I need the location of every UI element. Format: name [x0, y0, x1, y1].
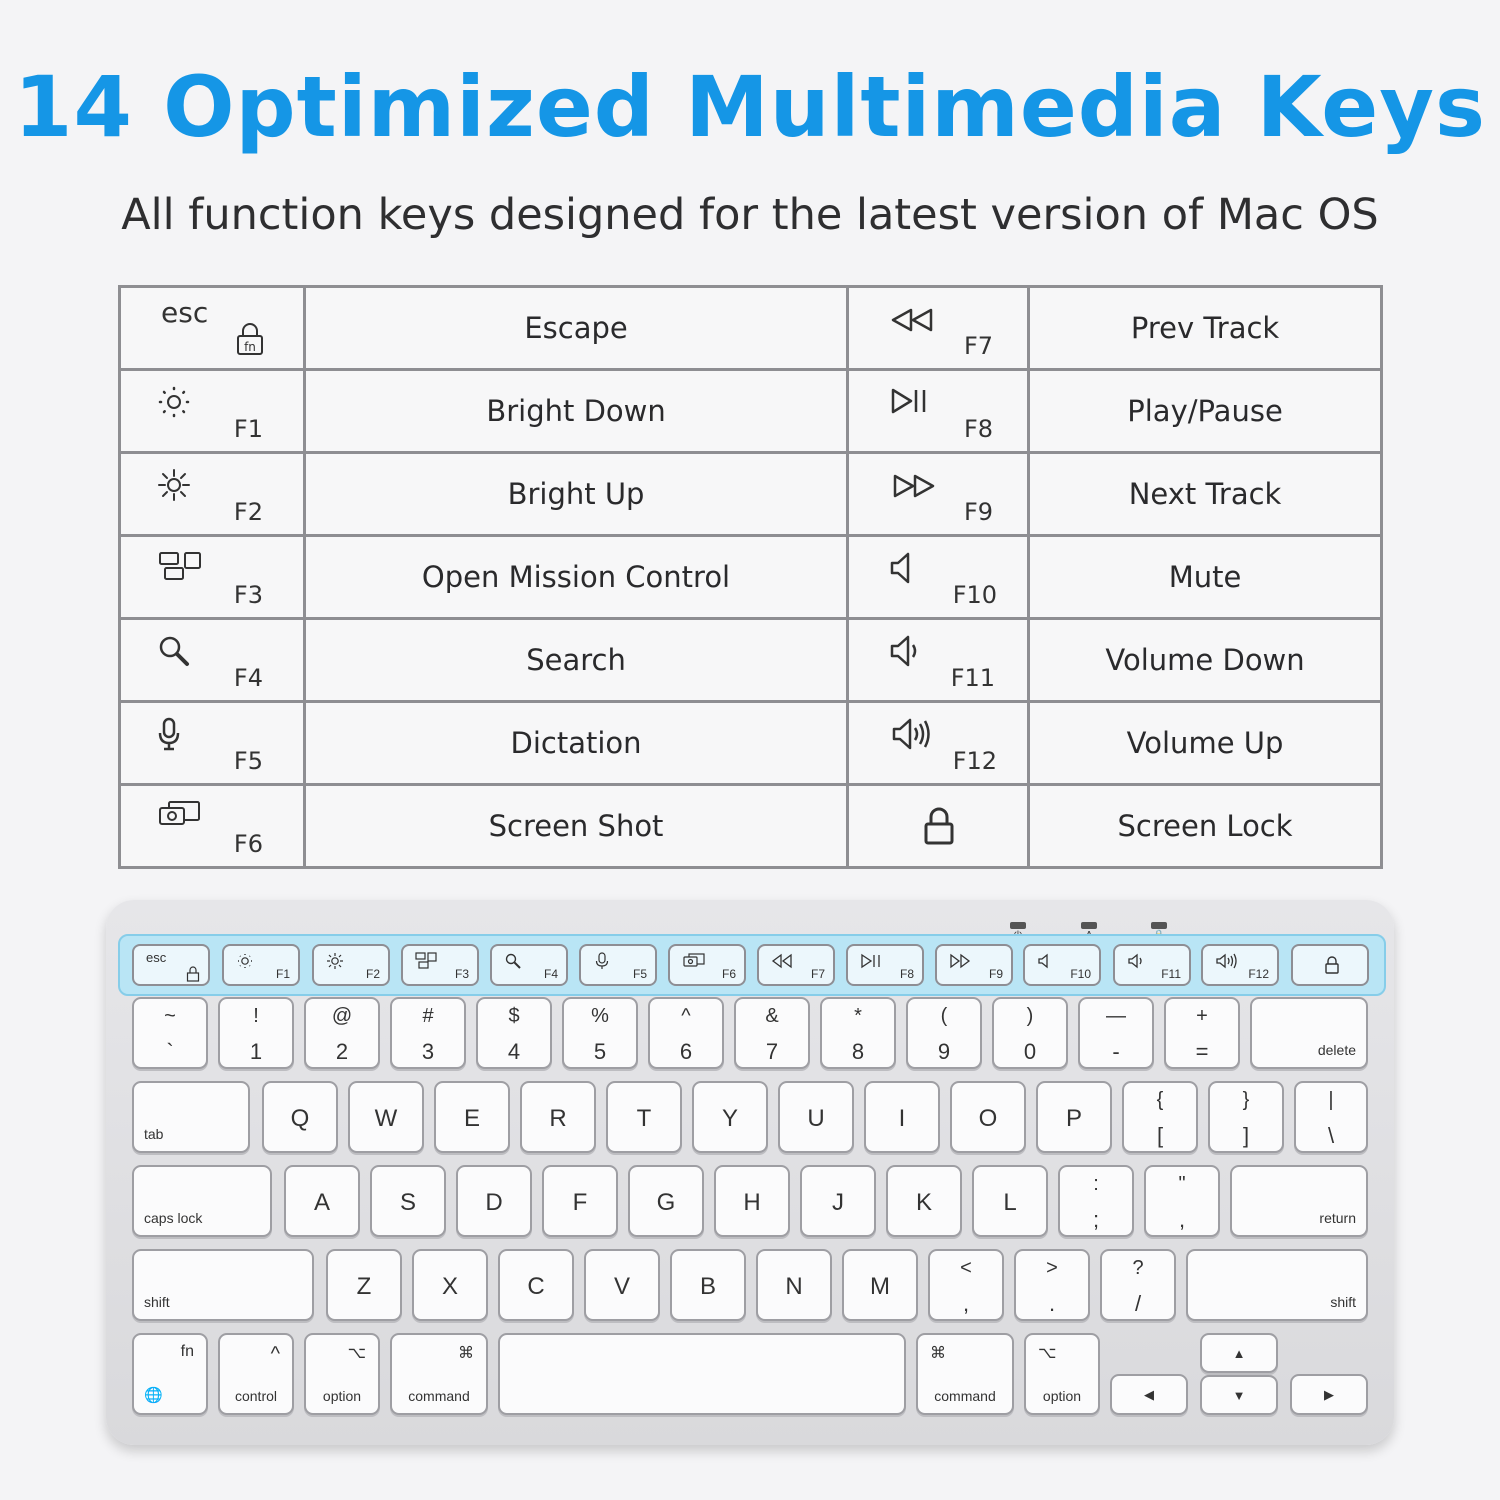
c-key[interactable]: C [498, 1249, 574, 1321]
key-name: esc [161, 296, 209, 329]
f-key[interactable]: F [542, 1165, 618, 1237]
key-cell [848, 287, 1029, 370]
search-icon [157, 634, 191, 668]
f6-key[interactable] [668, 944, 746, 986]
f12-key[interactable] [1201, 944, 1279, 986]
key-cell [848, 370, 1029, 453]
rewind-icon [889, 306, 935, 334]
quote-key[interactable]: " , [1144, 1165, 1220, 1237]
h-key[interactable]: H [714, 1165, 790, 1237]
l-key[interactable]: L [972, 1165, 1048, 1237]
f9-key[interactable] [935, 944, 1013, 986]
key-description: Bright Up [305, 453, 848, 536]
key-name: F6 [233, 830, 263, 858]
key-description: Play/Pause [1029, 370, 1382, 453]
page-title: 14 Optimized Multimedia Keys [14, 58, 1486, 156]
key-name: F10 [952, 581, 998, 609]
f2-key[interactable] [312, 944, 390, 986]
mission-control-icon [157, 551, 203, 581]
key-description: Bright Down [305, 370, 848, 453]
key-name: F3 [233, 581, 263, 609]
digit-2-key[interactable]: @ 2 [304, 997, 380, 1069]
t-key[interactable]: T [606, 1081, 682, 1153]
mute-icon [1037, 952, 1055, 970]
key-description: Dictation [305, 702, 848, 785]
delete-key[interactable]: delete [1250, 997, 1368, 1069]
key-name: F8 [963, 415, 994, 443]
key-cell [120, 785, 305, 868]
control-key[interactable]: ^ control [218, 1333, 294, 1415]
page-subtitle: All function keys designed for the latest version of Mac OS [121, 190, 1379, 240]
e-key[interactable]: E [434, 1081, 510, 1153]
key-cell [848, 619, 1029, 702]
table-row [120, 536, 1382, 619]
mute-icon [889, 551, 913, 585]
volume-down-icon [1127, 952, 1145, 970]
right-option-key[interactable]: ⌥ option [1024, 1333, 1100, 1415]
x-key[interactable]: X [412, 1249, 488, 1321]
key-label: esc [146, 950, 167, 965]
arrow-right-key[interactable]: ▶ [1290, 1374, 1368, 1415]
globe-icon: 🌐 [144, 1387, 163, 1404]
screen-lock-key[interactable] [1291, 944, 1369, 986]
volume-down-icon [889, 634, 921, 668]
digit-8-key[interactable]: * 8 [820, 997, 896, 1069]
caps-lock-key[interactable]: caps lock [132, 1165, 272, 1237]
right-shift-key[interactable]: shift [1186, 1249, 1368, 1321]
key-label: F8 [899, 967, 914, 981]
search-icon [504, 952, 522, 970]
f7-key[interactable] [757, 944, 835, 986]
key-label: F5 [632, 967, 647, 981]
f1-key[interactable] [222, 944, 300, 986]
j-key[interactable]: J [800, 1165, 876, 1237]
digit-5-key[interactable]: % 5 [562, 997, 638, 1069]
play-pause-icon [860, 952, 882, 970]
key-label: F3 [454, 967, 469, 981]
key-label: F12 [1248, 967, 1269, 981]
lock-icon [921, 806, 957, 846]
right-command-key[interactable]: ⌘ command [916, 1333, 1014, 1415]
key-name: F4 [233, 664, 263, 692]
v-key[interactable]: V [584, 1249, 660, 1321]
key-label: F4 [543, 967, 558, 981]
p-key[interactable]: P [1036, 1081, 1112, 1153]
screenshot-icon [682, 952, 706, 970]
left-bracket-key[interactable]: { [ [1122, 1081, 1198, 1153]
q-key[interactable]: Q [262, 1081, 338, 1153]
function-key-table [118, 285, 1383, 869]
key-name: F5 [233, 747, 263, 775]
space-bar[interactable] [498, 1333, 906, 1415]
mission-control-icon [415, 952, 437, 970]
key-label: F1 [275, 967, 290, 981]
table-row [120, 619, 1382, 702]
fn-key[interactable]: fn 🌐 [132, 1333, 208, 1415]
key-description: Mute [1029, 536, 1382, 619]
key-description: Screen Shot [305, 785, 848, 868]
digit-1-key[interactable]: ! 1 [218, 997, 294, 1069]
w-key[interactable]: W [348, 1081, 424, 1153]
u-key[interactable]: U [778, 1081, 854, 1153]
lock-indicator-led [1151, 922, 1167, 929]
backslash-key[interactable]: | \ [1294, 1081, 1368, 1153]
s-key[interactable]: S [370, 1165, 446, 1237]
digit-4-key[interactable]: $ 4 [476, 997, 552, 1069]
key-description: Escape [305, 287, 848, 370]
f4-key[interactable] [490, 944, 568, 986]
key-label: F9 [988, 967, 1003, 981]
a-key[interactable]: A [284, 1165, 360, 1237]
key-label: F2 [365, 967, 380, 981]
key-description: Screen Lock [1029, 785, 1382, 868]
key-description: Volume Down [1029, 619, 1382, 702]
key-cell [120, 619, 305, 702]
brightness-up-icon [157, 468, 191, 502]
lock-icon [1323, 956, 1341, 974]
minus-key[interactable]: — - [1078, 997, 1154, 1069]
screenshot-icon [157, 800, 203, 828]
rewind-icon [771, 952, 793, 970]
k-key[interactable]: K [886, 1165, 962, 1237]
z-key[interactable]: Z [326, 1249, 402, 1321]
brightness-up-icon [326, 952, 344, 970]
digit-7-key[interactable]: & 7 [734, 997, 810, 1069]
key-name: F7 [963, 332, 994, 360]
fast-forward-icon [891, 472, 937, 500]
comma-key[interactable]: < , [928, 1249, 1004, 1321]
digit-0-key[interactable]: ) 0 [992, 997, 1068, 1069]
key-cell [120, 370, 305, 453]
left-option-key[interactable]: ⌥ option [304, 1333, 380, 1415]
key-description: Volume Up [1029, 702, 1382, 785]
key-label: F10 [1070, 967, 1091, 981]
i-key[interactable]: I [864, 1081, 940, 1153]
m-key[interactable]: M [842, 1249, 918, 1321]
key-cell [848, 702, 1029, 785]
key-cell [848, 453, 1029, 536]
caps-indicator-led [1081, 922, 1097, 929]
return-key[interactable]: return [1230, 1165, 1368, 1237]
microphone-icon [157, 717, 181, 751]
period-key[interactable]: > . [1014, 1249, 1090, 1321]
slash-key[interactable]: ? / [1100, 1249, 1176, 1321]
key-name: F12 [952, 747, 998, 775]
left-command-key[interactable]: ⌘ command [390, 1333, 488, 1415]
n-key[interactable]: N [756, 1249, 832, 1321]
fast-forward-icon [949, 952, 971, 970]
key-name: F1 [233, 415, 263, 443]
d-key[interactable]: D [456, 1165, 532, 1237]
microphone-icon [593, 952, 611, 970]
play-pause-icon [889, 387, 929, 415]
f5-key[interactable] [579, 944, 657, 986]
key-description: Next Track [1029, 453, 1382, 536]
o-key[interactable]: O [950, 1081, 1026, 1153]
key-label: F7 [810, 967, 825, 981]
r-key[interactable]: R [520, 1081, 596, 1153]
key-label: F6 [721, 967, 736, 981]
digit-3-key[interactable]: # 3 [390, 997, 466, 1069]
key-name: F9 [963, 498, 994, 526]
digit-9-key[interactable]: ( 9 [906, 997, 982, 1069]
arrow-down-key[interactable]: ▼ [1200, 1375, 1278, 1415]
brightness-down-icon [236, 952, 254, 970]
function-key-row [118, 934, 1386, 996]
power-indicator-led [1010, 922, 1026, 929]
fn-lock-icon [235, 322, 265, 356]
key-name: F2 [233, 498, 263, 526]
table-row [120, 370, 1382, 453]
backtick-key[interactable]: ~ ` [132, 997, 208, 1069]
fn-lock-icon [186, 966, 200, 982]
table-row [120, 702, 1382, 785]
key-description: Open Mission Control [305, 536, 848, 619]
key-cell [120, 536, 305, 619]
table-row [120, 287, 1382, 370]
right-bracket-key[interactable]: } ] [1208, 1081, 1284, 1153]
key-description: Prev Track [1029, 287, 1382, 370]
volume-up-icon [891, 717, 933, 751]
y-key[interactable]: Y [692, 1081, 768, 1153]
key-label: F11 [1161, 967, 1181, 981]
digit-6-key[interactable]: ^ 6 [648, 997, 724, 1069]
f10-key[interactable] [1023, 944, 1101, 986]
key-cell [120, 287, 305, 370]
f11-key[interactable] [1113, 944, 1191, 986]
volume-up-icon [1215, 952, 1237, 970]
b-key[interactable]: B [670, 1249, 746, 1321]
key-cell [848, 536, 1029, 619]
keyboard [106, 900, 1394, 1445]
table-row [120, 453, 1382, 536]
esc-key[interactable] [132, 944, 210, 986]
semicolon-key[interactable]: : ; [1058, 1165, 1134, 1237]
f3-key[interactable] [401, 944, 479, 986]
f8-key[interactable] [846, 944, 924, 986]
svg-text:fn: fn [244, 340, 256, 354]
key-name: F11 [950, 664, 996, 692]
brightness-down-icon [157, 385, 191, 419]
arrow-left-key[interactable]: ◀ [1110, 1374, 1188, 1415]
g-key[interactable]: G [628, 1165, 704, 1237]
key-description: Search [305, 619, 848, 702]
arrow-up-key[interactable]: ▲ [1200, 1333, 1278, 1373]
left-shift-key[interactable]: shift [132, 1249, 314, 1321]
key-cell [120, 702, 305, 785]
key-cell [120, 453, 305, 536]
key-cell [848, 785, 1029, 868]
equals-key[interactable]: + = [1164, 997, 1240, 1069]
table-row [120, 785, 1382, 868]
tab-key[interactable]: tab [132, 1081, 250, 1153]
